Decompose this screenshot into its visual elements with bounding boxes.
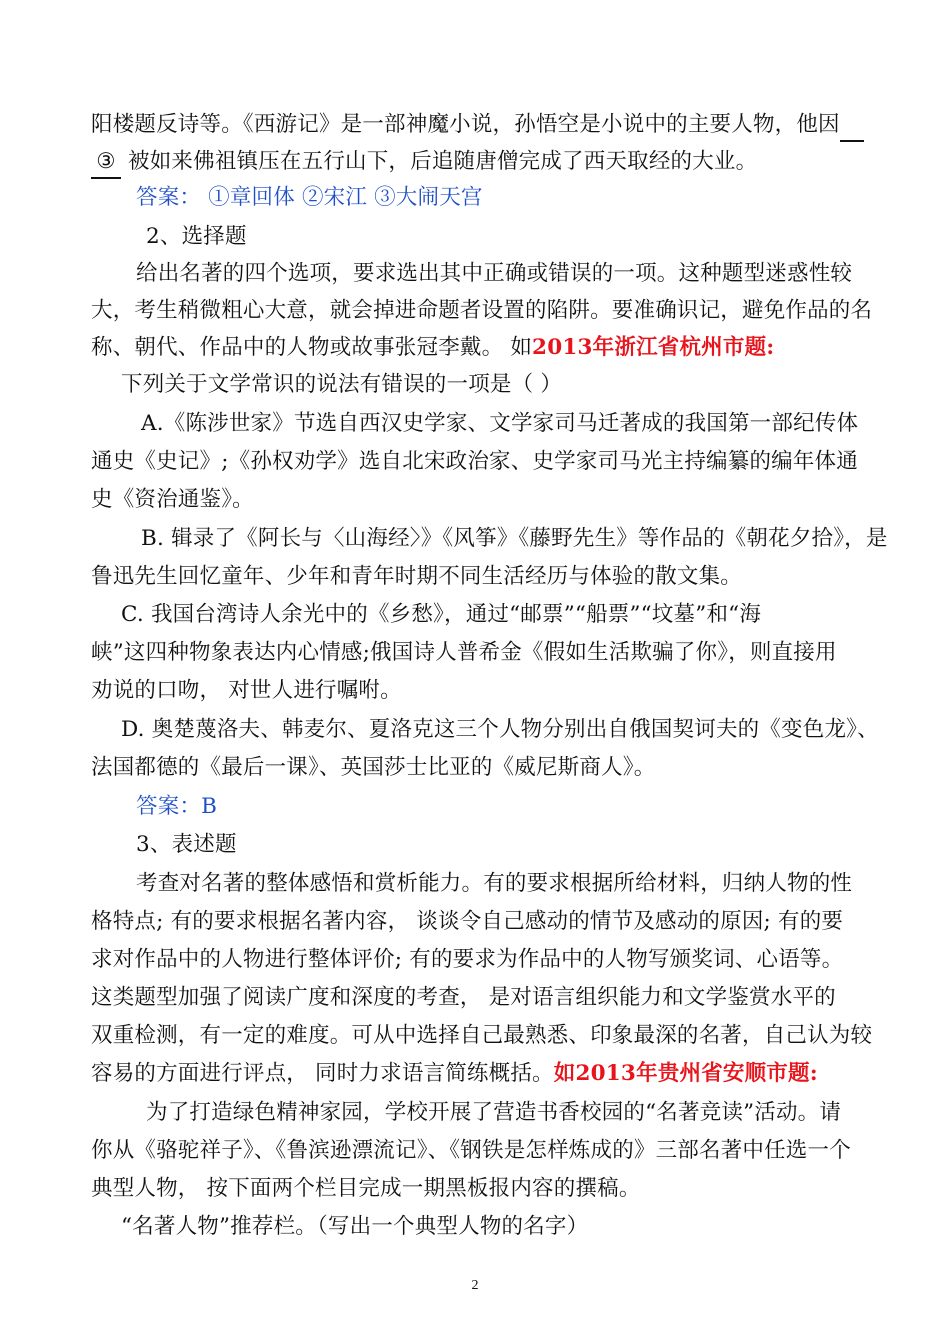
task-line: 为了打造绿色精神家园，学校开展了营造书香校园的“名著竞读”活动。请 bbox=[146, 1100, 842, 1125]
option-b-line: 鲁迅先生回忆童年、少年和青年时期不同生活经历与体验的散文集。 bbox=[91, 564, 743, 589]
task-line: 典型人物， 按下面两个栏目完成一期黑板报内容的撰稿。 bbox=[91, 1176, 641, 1201]
page-number: 2 bbox=[471, 1278, 479, 1293]
source-label: 如2013年贵州省安顺市题: bbox=[553, 1061, 818, 1086]
question-stem: 下列关于文学常识的说法有错误的一项是（ ） bbox=[121, 372, 563, 397]
source-label: 2013年浙江省杭州市题: bbox=[532, 335, 775, 360]
option-a-line: 史《资治通鉴》。 bbox=[91, 487, 254, 512]
text-line bbox=[91, 147, 871, 179]
section-heading-3: 3、表述题 bbox=[136, 832, 237, 857]
option-b-line: B. 辑录了《阿长与〈山海经〉》《风筝》《藤野先生》等作品的《朝花夕拾》，是 bbox=[141, 526, 888, 551]
option-a-line: A.《陈涉世家》节选自西汉史学家、文学家司马迁著成的我国第一部纪传体 bbox=[141, 411, 859, 436]
paragraph-line: 给出名著的四个选项，要求选出其中正确或错误的一项。这种题型迷惑性较 bbox=[136, 261, 853, 286]
text-content: 称、朝代、作品中的人物或故事张冠李戴。 如 bbox=[91, 335, 533, 360]
answer-1: 答案： ①章回体 ②宋江 ③大闹天宫 bbox=[136, 185, 483, 210]
paragraph-line: 格特点; 有的要求根据名著内容， 谈谈令自己感动的情节及感动的原因; 有的要 bbox=[91, 909, 844, 934]
fill-blank bbox=[840, 110, 864, 142]
paragraph-line: 这类题型加强了阅读广度和深度的考查， 是对语言组织能力和文学鉴赏水平的 bbox=[91, 985, 836, 1010]
option-c-line: 峡”这四种物象表达内心情感;俄国诗人普希金《假如生活欺骗了你》，则直接用 bbox=[91, 640, 837, 665]
option-c-line: 劝说的口吻， 对世人进行嘱咐。 bbox=[91, 678, 402, 703]
paragraph-line: 考查对名著的整体感悟和赏析能力。有的要求根据所给材料，归纳人物的性 bbox=[136, 871, 853, 896]
option-a-line: 通史《史记》;《孙权劝学》选自北宋政治家、史学家司马光主持编纂的编年体通 bbox=[91, 449, 858, 474]
text-line bbox=[91, 110, 871, 142]
option-d-line: 法国都德的《最后一课》、英国莎士比亚的《威尼斯商人》。 bbox=[91, 755, 656, 780]
option-c-line: C. 我国台湾诗人余光中的《乡愁》，通过“邮票”“船票”“坟墓”和“海 bbox=[121, 602, 762, 627]
text-content: 被如来佛祖镇压在五行山下，后追随唐僧完成了西天取经的大业。 bbox=[121, 149, 758, 174]
fill-blank-3: ③ bbox=[91, 147, 121, 179]
paragraph-line: 双重检测，有一定的难度。可从中选择自己最熟悉、印象最深的名著，自己认为较 bbox=[91, 1023, 873, 1048]
option-d-line: D. 奥楚蔑洛夫、韩麦尔、夏洛克这三个人物分别出自俄国契诃夫的《变色龙》、 bbox=[121, 717, 879, 742]
paragraph-line: 大，考生稍微粗心大意，就会掉进命题者设置的陷阱。要准确识记，避免作品的名 bbox=[91, 298, 873, 323]
section-heading-2: 2、选择题 bbox=[146, 224, 247, 249]
paragraph-line bbox=[91, 1059, 871, 1089]
paragraph-line bbox=[91, 333, 871, 363]
column-prompt: “名著人物”推荐栏。（写出一个典型人物的名字） bbox=[121, 1214, 589, 1239]
text-content: 容易的方面进行评点， 同时力求语言简练概括。 bbox=[91, 1061, 554, 1086]
paragraph-line: 求对作品中的人物进行整体评价; 有的要求为作品中的人物写颁奖词、心语等。 bbox=[91, 947, 844, 972]
answer-2: 答案：B bbox=[136, 794, 218, 819]
text-content: 阳楼题反诗等。《西游记》是一部神魔小说，孙悟空是小说中的主要人物，他因 bbox=[91, 112, 840, 137]
task-line: 你从《骆驼祥子》、《鲁滨逊漂流记》、《钢铁是怎样炼成的》三部名著中任选一个 bbox=[91, 1138, 851, 1163]
